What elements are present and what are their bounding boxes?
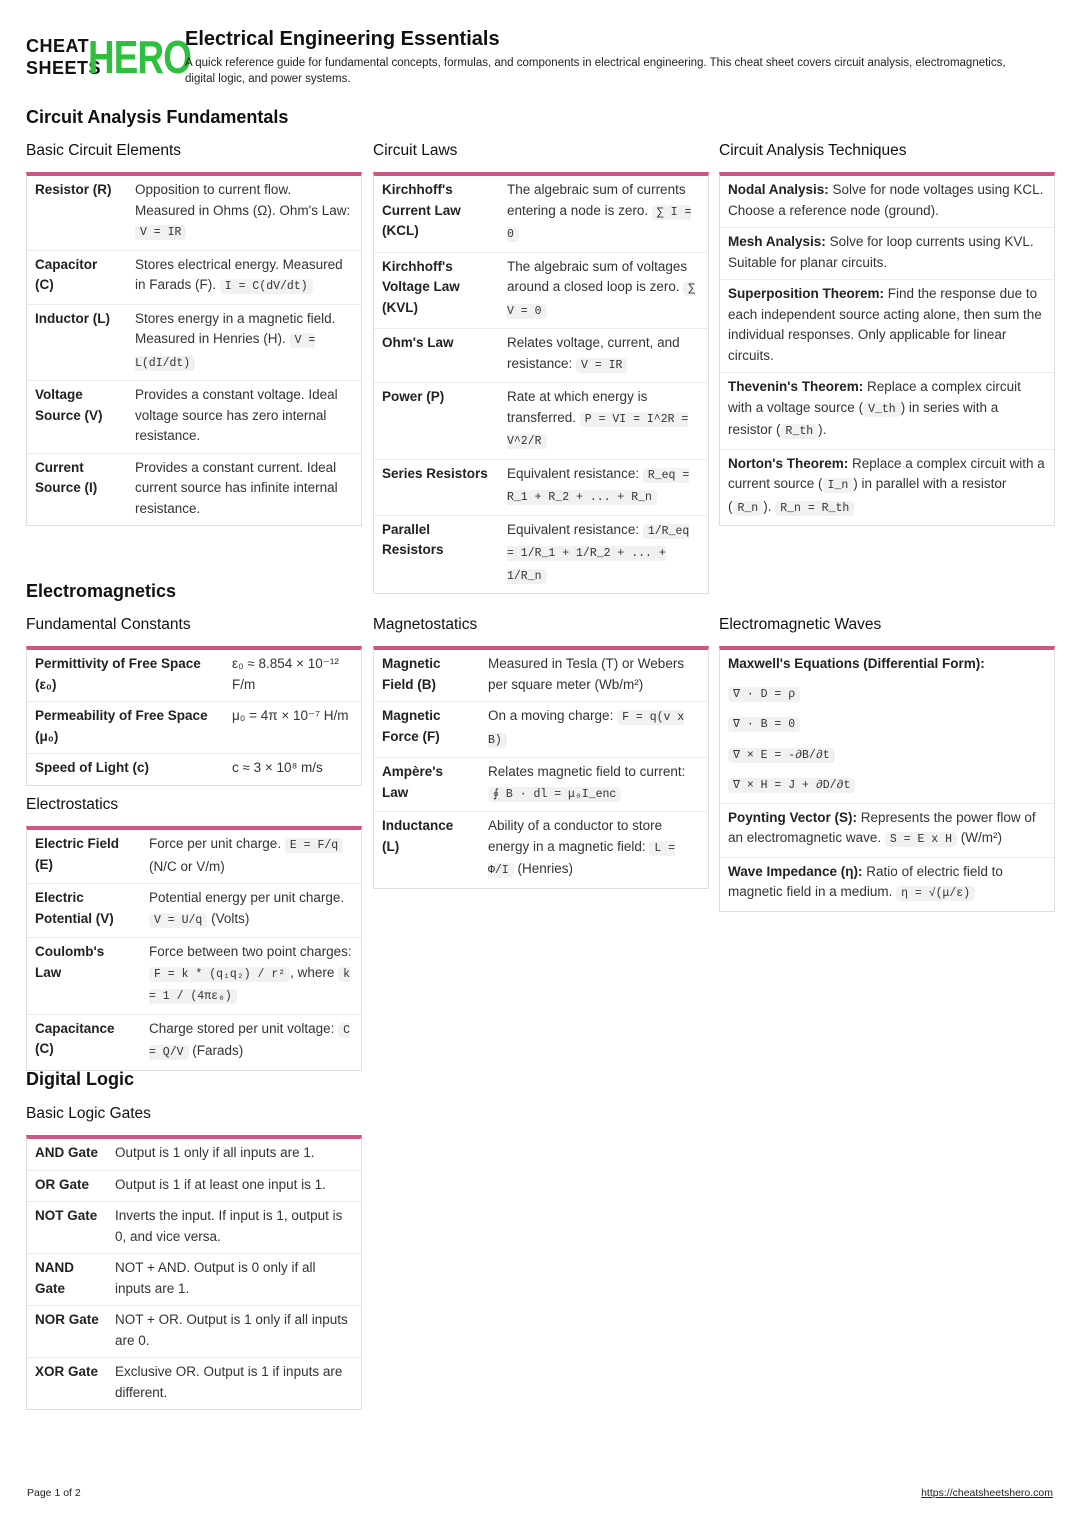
formula-code: I_n xyxy=(823,478,854,493)
formula-code: ∑ I = 0 xyxy=(507,205,692,241)
subsection-title-techniques: Circuit Analysis Techniques xyxy=(719,142,907,159)
row-value: NOT + OR. Output is 1 only if all inputs are 0. xyxy=(107,1306,361,1358)
row-value: Force between two point charges: F = k * (q₁q₂) / r² , where k = 1 / (4πε₀) xyxy=(141,938,361,1015)
row-value: Measured in Tesla (T) or Webers per square meter (Wb/m²) xyxy=(488,656,685,692)
row-key: Voltage Source (V) xyxy=(27,381,127,454)
row-value: Ability of a conductor to store energy in a magnetic field: L = Φ/I (Henries) xyxy=(480,812,708,888)
formula-code: V = IR xyxy=(576,358,627,373)
table-row xyxy=(27,304,361,381)
formula-code: R_n xyxy=(733,501,764,516)
row-value: Inverts the input. If input is 1, output is 0, and vice versa. xyxy=(107,1202,361,1254)
list-item: Superposition Theorem: Find the response due to each independent source acting alone, then sum the individual responses. Only applicable for linear circuits. xyxy=(720,279,1054,372)
row-key: Inductance (L) xyxy=(374,812,480,888)
list-item xyxy=(720,650,1054,803)
row-key: Inductor (L) xyxy=(27,304,127,381)
section-title-electromagnetics: Electromagnetics xyxy=(26,581,177,601)
row-value: The algebraic sum of currents entering a node is zero. ∑ I = 0 xyxy=(507,182,692,241)
card-magnetostatics xyxy=(373,646,709,889)
table-row xyxy=(27,250,361,304)
list-item: Poynting Vector (S): Represents the power flow of an electromagnetic wave. S = E x H (W/m²) xyxy=(720,803,1054,857)
formula-code: ∇ · D = ρ xyxy=(728,687,800,702)
table-row xyxy=(27,1139,361,1170)
cheatsheetshero-logo[interactable] xyxy=(26,31,192,83)
formula-code: 1/R_eq = 1/R_1 + 1/R_2 + ... + 1/R_n xyxy=(507,524,690,583)
list-item: Nodal Analysis: Solve for node voltages using KCL. Choose a reference node (ground). xyxy=(728,182,1044,218)
page-number: Page 1 of 2 xyxy=(27,1487,81,1499)
table-row xyxy=(27,650,361,702)
table-row xyxy=(27,176,361,250)
subsection-title-laws: Circuit Laws xyxy=(373,142,458,159)
page-subtitle: A quick reference guide for fundamental concepts, formulas, and components in electrical engineering. This cheat sheet covers circuit analysis, electromagnetics, digital logic, and power systems. xyxy=(185,57,1006,85)
row-key: Kirchhoff's Current Law (KCL) xyxy=(382,182,461,238)
row-key: Electric Potential (V) xyxy=(27,884,141,938)
card-circuit-techniques xyxy=(719,172,1055,526)
row-value: Charge stored per unit voltage: C = Q/V (Farads) xyxy=(141,1014,361,1070)
row-value: Potential energy per unit charge. V = U/q (Volts) xyxy=(141,884,361,938)
table-row xyxy=(374,176,708,252)
row-key: Permittivity of Free Space (ε₀) xyxy=(35,656,201,692)
row-value: Provides a constant current. Ideal current source has infinite internal resistance. xyxy=(127,453,361,525)
row-key: Magnetic Field (B) xyxy=(382,656,441,692)
table-row xyxy=(374,758,708,812)
table-row xyxy=(27,830,361,884)
row-value: Stores energy in a magnetic field. Measured in Henries (H). V = L(dI/dt) xyxy=(127,304,361,381)
card-fundamental-constants xyxy=(26,646,362,786)
row-key: NAND Gate xyxy=(27,1254,107,1306)
table-row xyxy=(27,938,361,1015)
list-item: Mesh Analysis: Solve for loop currents using KVL. Suitable for planar circuits. xyxy=(720,227,1054,279)
section-title-digital-logic: Digital Logic xyxy=(26,1069,134,1089)
list-item: Norton's Theorem: Replace a complex circuit with a current source ( I_n ) in parallel with a resistor ( R_n ). R_n = R_th xyxy=(720,449,1054,526)
formula-code: V = L(dI/dt) xyxy=(135,334,316,370)
table-row xyxy=(27,1254,361,1306)
table-row xyxy=(27,754,361,785)
row-key: Magnetic Force (F) xyxy=(374,702,480,758)
row-key: Power (P) xyxy=(374,383,499,460)
row-value: The algebraic sum of voltages around a closed loop is zero. ∑ V = 0 xyxy=(499,252,708,329)
subsection-title-elements: Basic Circuit Elements xyxy=(26,142,182,159)
formula-code: k = 1 / (4πε₀) xyxy=(149,967,351,1003)
formula-code: ∇ × H = J + ∂D/∂t xyxy=(728,778,855,793)
formula-code: F = q(v x B) xyxy=(488,711,685,747)
formula-code: R_n = R_th xyxy=(775,501,854,516)
subsection-title-magnetostatics: Magnetostatics xyxy=(373,616,478,633)
row-key: Coulomb's Law xyxy=(27,938,141,1015)
logo-hero-text: HERO xyxy=(88,31,192,83)
formula-code: L = Φ/I xyxy=(488,841,676,877)
row-key: Capacitor (C) xyxy=(27,250,127,304)
formula-code: C = Q/V xyxy=(149,1023,351,1059)
list-item: Wave Impedance (η): Ratio of electric field to magnetic field in a medium. η = √(μ/ε) xyxy=(720,857,1054,911)
table-row xyxy=(374,812,708,888)
row-key: OR Gate xyxy=(27,1170,107,1202)
row-value: Output is 1 only if all inputs are 1. xyxy=(115,1145,315,1160)
site-link[interactable]: https://cheatsheetshero.com xyxy=(921,1487,1053,1499)
row-key: Ampère's Law xyxy=(374,758,480,812)
row-value: Stores electrical energy. Measured in Farads (F). I = C(dV/dt) xyxy=(127,250,361,304)
card-electrostatics xyxy=(26,826,362,1071)
subsection-title-gates: Basic Logic Gates xyxy=(26,1105,151,1122)
subsection-title-constants: Fundamental Constants xyxy=(26,616,191,633)
formula-code: ∮ B · dl = μ₀I_enc xyxy=(488,787,621,802)
logo-cheat-text: CHEAT xyxy=(26,36,90,56)
card-logic-gates xyxy=(26,1135,362,1410)
table-row xyxy=(27,1358,361,1410)
table-row xyxy=(374,650,708,702)
row-key: Current Source (I) xyxy=(27,453,127,525)
row-key: Resistor (R) xyxy=(35,182,112,197)
row-value: Rate at which energy is transferred. P = VI = I^2R = V^2/R xyxy=(499,383,708,460)
formula-code: R_eq = R_1 + R_2 + ... + R_n xyxy=(507,468,690,504)
table-row xyxy=(374,383,708,460)
page-header xyxy=(26,28,1056,90)
table-row xyxy=(374,459,708,515)
table-row xyxy=(27,702,361,754)
formula-code: I = C(dV/dt) xyxy=(220,279,313,294)
formula-code: ∇ · B = 0 xyxy=(728,717,800,732)
table-row xyxy=(27,1202,361,1254)
table-row xyxy=(374,702,708,758)
table-row xyxy=(374,515,708,593)
formula-code: V = IR xyxy=(135,225,186,240)
table-row xyxy=(27,884,361,938)
row-value: Force per unit charge. E = F/q (N/C or V/m) xyxy=(141,830,361,884)
row-key: Electric Field (E) xyxy=(35,836,120,872)
card-basic-circuit-elements xyxy=(26,172,362,526)
row-value: Opposition to current flow. Measured in Ohms (Ω). Ohm's Law: V = IR xyxy=(135,182,351,239)
logo-sheets-text: SHEETS xyxy=(26,58,102,78)
table-row xyxy=(374,252,708,329)
row-key: Series Resistors xyxy=(374,459,499,515)
row-value: Provides a constant voltage. Ideal voltage source has zero internal resistance. xyxy=(127,381,361,454)
row-value: On a moving charge: F = q(v x B) xyxy=(480,702,708,758)
formula-code: ∇ × E = -∂B/∂t xyxy=(728,748,835,763)
table-row xyxy=(27,1306,361,1358)
page-title: Electrical Engineering Essentials xyxy=(185,28,500,50)
formula-code: V_th xyxy=(863,402,901,417)
formula-code: S = E x H xyxy=(885,832,957,847)
formula-code: ∑ V = 0 xyxy=(507,282,696,318)
subsection-title-electrostatics: Electrostatics xyxy=(26,796,119,813)
table-row xyxy=(374,329,708,383)
table-row xyxy=(27,1170,361,1202)
row-value: μ₀ = 4π × 10⁻⁷ H/m xyxy=(224,702,361,754)
row-value: Output is 1 if at least one input is 1. xyxy=(107,1170,361,1202)
row-key: Speed of Light (c) xyxy=(27,754,224,785)
row-key: NOR Gate xyxy=(27,1306,107,1358)
row-value: Equivalent resistance: 1/R_eq = 1/R_1 + 1/R_2 + ... + 1/R_n xyxy=(499,515,708,593)
row-value: Relates magnetic field to current: ∮ B · dl = μ₀I_enc xyxy=(480,758,708,812)
row-key: XOR Gate xyxy=(27,1358,107,1410)
row-key: Permeability of Free Space (μ₀) xyxy=(27,702,224,754)
formula-code: V = U/q xyxy=(149,913,207,928)
formula-code: E = F/q xyxy=(285,838,343,853)
formula-code: F = k * (q₁q₂) / r² xyxy=(149,967,290,982)
row-key: Ohm's Law xyxy=(374,329,499,383)
table-row xyxy=(27,453,361,525)
row-key: Capacitance (C) xyxy=(27,1014,141,1070)
card-circuit-laws xyxy=(373,172,709,594)
row-key: NOT Gate xyxy=(27,1202,107,1254)
row-value: ε₀ ≈ 8.854 × 10⁻¹² F/m xyxy=(232,656,339,692)
row-key: Kirchhoff's Voltage Law (KVL) xyxy=(374,252,499,329)
formula-code: P = VI = I^2R = V^2/R xyxy=(507,412,689,448)
row-value: Equivalent resistance: R_eq = R_1 + R_2 + ... + R_n xyxy=(499,459,708,515)
maxwell-title: Maxwell's Equations (Differential Form): xyxy=(728,656,985,671)
table-row xyxy=(27,1014,361,1070)
subsection-title-waves: Electromagnetic Waves xyxy=(719,616,882,633)
row-key: AND Gate xyxy=(35,1145,99,1160)
row-key: Parallel Resistors xyxy=(374,515,499,593)
formula-code: R_th xyxy=(781,424,819,439)
list-item: Thevenin's Theorem: Replace a complex circuit with a voltage source ( V_th ) in series with a resistor ( R_th ). xyxy=(720,372,1054,449)
card-electromagnetic-waves xyxy=(719,646,1055,912)
formula-code: η = √(μ/ε) xyxy=(896,886,975,901)
section-title-circuit: Circuit Analysis Fundamentals xyxy=(26,107,289,127)
row-value: Exclusive OR. Output is 1 if inputs are different. xyxy=(107,1358,361,1410)
row-value: NOT + AND. Output is 0 only if all inputs are 1. xyxy=(107,1254,361,1306)
row-value: c ≈ 3 × 10⁸ m/s xyxy=(224,754,361,785)
row-value: Relates voltage, current, and resistance: V = IR xyxy=(499,329,708,383)
table-row xyxy=(27,381,361,454)
